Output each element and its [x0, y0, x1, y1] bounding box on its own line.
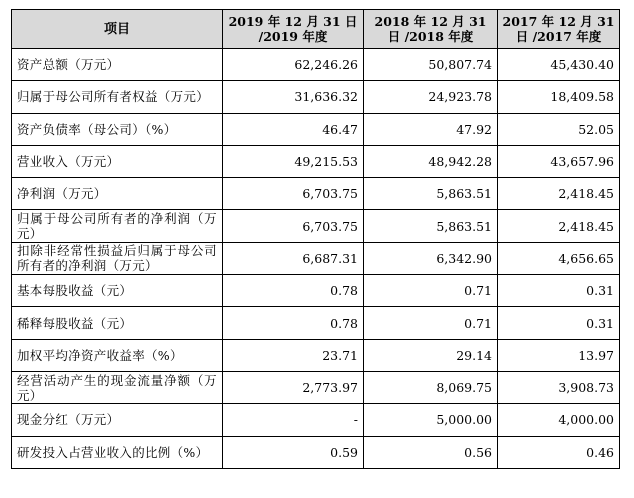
- cell-2019: 0.59: [223, 436, 364, 468]
- cell-2019: 6,703.75: [223, 210, 364, 242]
- cell-2019: 49,215.53: [223, 145, 364, 177]
- table-row: [12, 81, 620, 113]
- table-row: [12, 242, 620, 274]
- header-item: 项目: [12, 10, 223, 49]
- table-row: [12, 49, 620, 81]
- cell-2018: 6,342.90: [364, 242, 498, 274]
- table-row: [12, 145, 620, 177]
- row-label: 扣除非经常性损益后归属于母公司所有者的净利润（万元）: [12, 242, 223, 274]
- row-label: 现金分红（万元）: [12, 404, 223, 436]
- cell-2018: 5,863.51: [364, 210, 498, 242]
- cell-2017: 0.31: [498, 307, 620, 339]
- cell-2017: 0.31: [498, 275, 620, 307]
- row-label: 稀释每股收益（元）: [12, 307, 223, 339]
- header-row: [12, 10, 620, 49]
- cell-2019: 46.47: [223, 113, 364, 145]
- header-2017: 2017 年 12 月 31 日 /2017 年度: [498, 10, 620, 49]
- cell-2017: 43,657.96: [498, 145, 620, 177]
- cell-2019: 62,246.26: [223, 49, 364, 81]
- row-label: 营业收入（万元）: [12, 145, 223, 177]
- cell-2019: 6,703.75: [223, 178, 364, 210]
- row-label: 净利润（万元）: [12, 178, 223, 210]
- cell-2017: 18,409.58: [498, 81, 620, 113]
- cell-2019: 2,773.97: [223, 371, 364, 403]
- table-body: [12, 49, 620, 469]
- cell-2018: 0.71: [364, 275, 498, 307]
- cell-2017: 2,418.45: [498, 210, 620, 242]
- table-row: [12, 275, 620, 307]
- cell-2019: 0.78: [223, 275, 364, 307]
- table-row: [12, 307, 620, 339]
- row-label: 归属于母公司所有者的净利润（万元）: [12, 210, 223, 242]
- cell-2017: 3,908.73: [498, 371, 620, 403]
- cell-2019: 0.78: [223, 307, 364, 339]
- cell-2017: 4,000.00: [498, 404, 620, 436]
- cell-2018: 29.14: [364, 339, 498, 371]
- cell-2018: 50,807.74: [364, 49, 498, 81]
- row-label: 经营活动产生的现金流量净额（万元）: [12, 371, 223, 403]
- row-label: 基本每股收益（元）: [12, 275, 223, 307]
- cell-2017: 45,430.40: [498, 49, 620, 81]
- row-label: 研发投入占营业收入的比例（%）: [12, 436, 223, 468]
- cell-2018: 5,000.00: [364, 404, 498, 436]
- cell-2019: 31,636.32: [223, 81, 364, 113]
- cell-2018: 48,942.28: [364, 145, 498, 177]
- cell-2017: 2,418.45: [498, 178, 620, 210]
- table-row: [12, 436, 620, 468]
- cell-2018: 47.92: [364, 113, 498, 145]
- cell-2017: 4,656.65: [498, 242, 620, 274]
- table-row: [12, 339, 620, 371]
- cell-2017: 0.46: [498, 436, 620, 468]
- table-header: [12, 10, 620, 49]
- table-row: [12, 210, 620, 242]
- header-2018: 2018 年 12 月 31 日 /2018 年度: [364, 10, 498, 49]
- table-row: [12, 178, 620, 210]
- financial-table-container: [11, 9, 619, 469]
- row-label: 归属于母公司所有者权益（万元）: [12, 81, 223, 113]
- cell-2018: 0.71: [364, 307, 498, 339]
- financial-summary-table: [11, 9, 620, 469]
- cell-2018: 8,069.75: [364, 371, 498, 403]
- table-row: [12, 371, 620, 403]
- cell-2017: 13.97: [498, 339, 620, 371]
- row-label: 资产总额（万元）: [12, 49, 223, 81]
- cell-2019: -: [223, 404, 364, 436]
- cell-2019: 23.71: [223, 339, 364, 371]
- cell-2019: 6,687.31: [223, 242, 364, 274]
- cell-2018: 0.56: [364, 436, 498, 468]
- header-2019: 2019 年 12 月 31 日 /2019 年度: [223, 10, 364, 49]
- row-label: 加权平均净资产收益率（%）: [12, 339, 223, 371]
- row-label: 资产负债率（母公司）（%）: [12, 113, 223, 145]
- table-row: [12, 113, 620, 145]
- cell-2018: 5,863.51: [364, 178, 498, 210]
- table-row: [12, 404, 620, 436]
- cell-2018: 24,923.78: [364, 81, 498, 113]
- cell-2017: 52.05: [498, 113, 620, 145]
